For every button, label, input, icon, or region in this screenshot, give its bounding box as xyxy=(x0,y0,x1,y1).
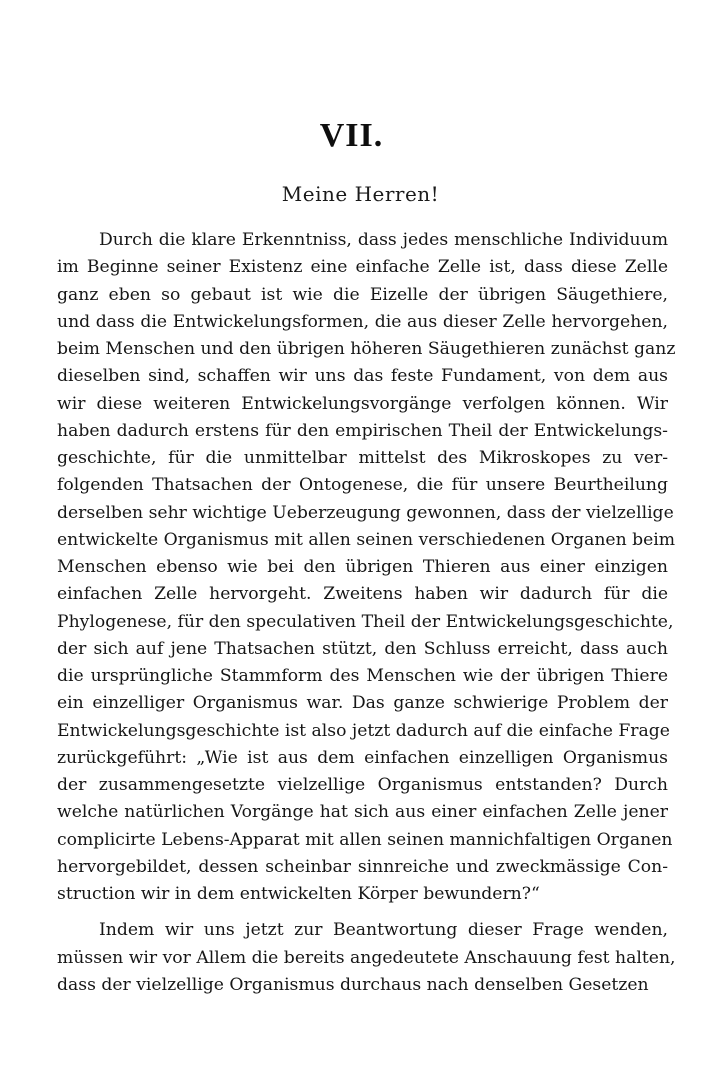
text-line: entwickelte Organismus mit allen seinen verschiedenen Organen beim xyxy=(57,529,676,550)
text-line: Phylogenese, für den speculativen Theil der Entwickelungsgeschichte, xyxy=(57,611,674,632)
chapter-heading: VII. xyxy=(319,117,384,154)
text-line: Durch die klare Erkenntniss, dass jedes menschliche Individuum xyxy=(99,230,668,250)
text-line: der sich auf jene Thatsachen stützt, den Schluss erreicht, dass auch xyxy=(57,638,668,659)
text-line: der zusammengesetzte vielzellige Organismus entstanden? Durch xyxy=(57,775,668,795)
text-line: struction wir in dem entwickelten Körper bewundern?“ xyxy=(57,884,540,904)
text-line: dass der vielzellige Organismus durchaus nach denselben Gesetzen xyxy=(57,974,649,995)
text-line: Indem wir uns jetzt zur Beantwortung dieser Frage wenden, xyxy=(99,920,668,941)
text-line: Menschen ebenso wie bei den übrigen Thieren aus einer einzigen xyxy=(57,557,668,577)
text-line: geschichte, für die unmittelbar mittelst des Mikroskopes zu ver- xyxy=(57,448,668,468)
text-line: Entwickelungsgeschichte ist also jetzt dadurch auf die einfache Frage xyxy=(57,720,670,741)
salutation: Meine Herren! xyxy=(281,182,440,206)
text-line: ein einzelliger Organismus war. Das ganze schwierige Problem der xyxy=(57,693,668,714)
text-line: und dass die Entwickelungsformen, die aus dieser Zelle hervorgehen, xyxy=(57,311,668,332)
text-line: einfachen Zelle hervorgeht. Zweitens haben wir dadurch für die xyxy=(57,584,668,605)
text-line: zurückgeführt: „Wie ist aus dem einfachen einzelligen Organismus xyxy=(57,747,668,768)
text-line: complicirte Lebens-Apparat mit allen seinen mannichfaltigen Organen xyxy=(57,829,673,850)
body-text xyxy=(57,227,676,999)
paragraph-gap xyxy=(57,908,668,917)
text-line: ganz eben so gebaut ist wie die Eizelle der übrigen Säugethiere, xyxy=(57,284,668,305)
text-line: folgenden Thatsachen der Ontogenese, die für unsere Beurtheilung xyxy=(57,475,668,496)
text-line: welche natürlichen Vorgänge hat sich aus einer einfachen Zelle jener xyxy=(57,802,668,823)
text-line: haben dadurch erstens für den empirischen Theil der Entwickelungs- xyxy=(57,420,668,441)
paragraph xyxy=(57,227,676,908)
text-line: derselben sehr wichtige Ueberzeugung gewonnen, dass der vielzellige xyxy=(57,502,674,523)
text-line: hervorgebildet, dessen scheinbar sinnreiche und zweckmässige Con- xyxy=(57,856,668,877)
text-line: müssen wir vor Allem die bereits angedeutete Anschauung fest halten, xyxy=(57,947,676,968)
text-line: die ursprüngliche Stammform des Menschen wie der übrigen Thiere xyxy=(57,666,668,686)
paragraph xyxy=(57,917,676,999)
text-line: im Beginne seiner Existenz eine einfache Zelle ist, dass diese Zelle xyxy=(57,257,668,278)
text-line: wir diese weiteren Entwickelungsvorgänge verfolgen können. Wir xyxy=(57,393,668,414)
text-line: beim Menschen und den übrigen höheren Säugethieren zunächst ganz xyxy=(57,339,676,359)
text-line: dieselben sind, schaffen wir uns das feste Fundament, von dem aus xyxy=(57,366,668,387)
